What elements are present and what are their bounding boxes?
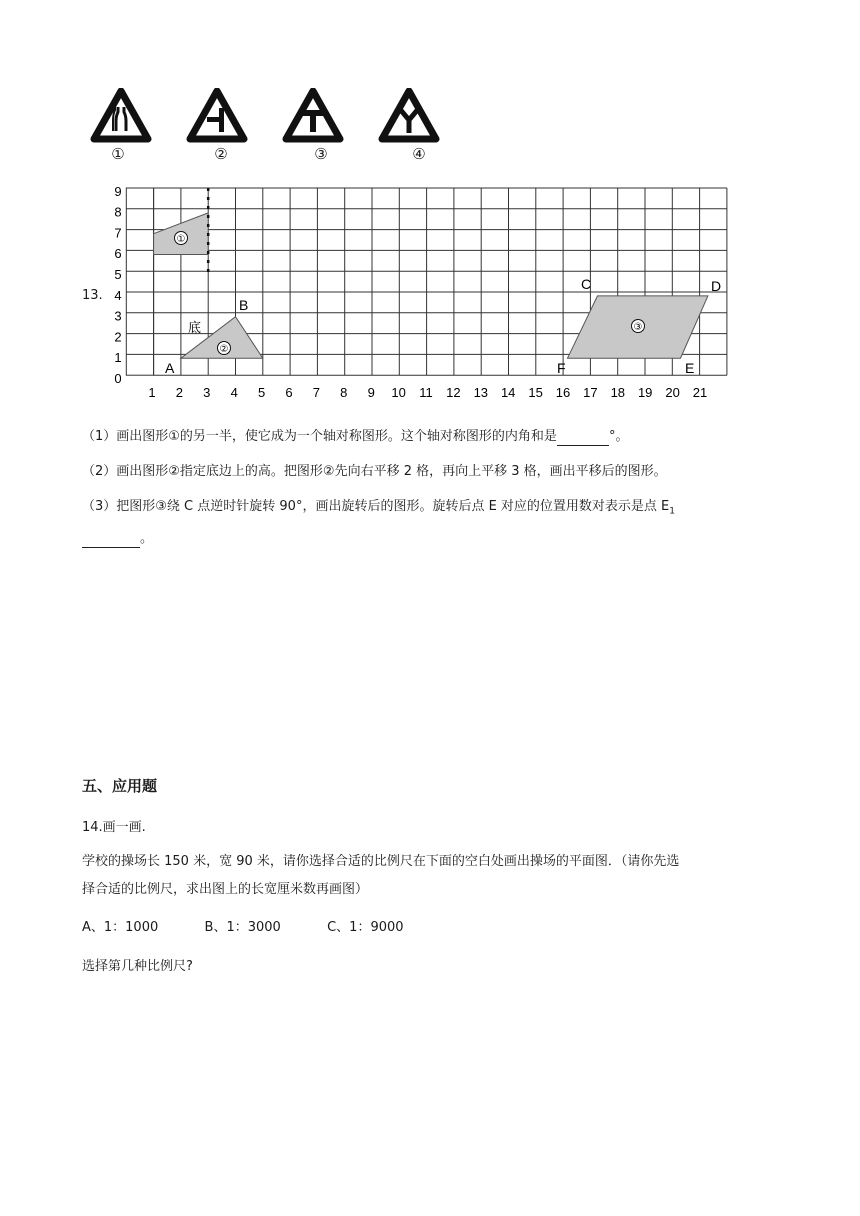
y-tick-label: 5: [114, 267, 122, 282]
x-tick-labels: [148, 385, 707, 400]
x-tick-label: 13: [473, 385, 489, 400]
point-label-a: A: [165, 360, 175, 376]
q13-part-2: （2）画出图形②指定底边上的高。把图形②先向右平移 2 格，再向上平移 3 格，画出平移后的图形。: [82, 464, 667, 479]
section-title: 五、应用题: [82, 777, 158, 795]
x-tick-label: 4: [230, 385, 238, 400]
x-tick-label: 9: [367, 385, 375, 400]
y-tick-label: 0: [114, 371, 122, 386]
x-tick-label: 17: [583, 385, 598, 400]
point-label-f: F: [557, 360, 566, 376]
y-tick-label: 8: [114, 204, 122, 220]
q14-options: [82, 918, 404, 938]
t-junction-sign-icon: [286, 91, 340, 139]
x-tick-label: 16: [555, 385, 571, 400]
shape-3-label: [632, 320, 645, 334]
sign-label-2: ②: [214, 145, 228, 163]
y-tick-label: 3: [114, 308, 122, 324]
x-tick-label: 18: [610, 385, 626, 400]
x-tick-label: 8: [340, 385, 348, 400]
base-label: 底: [188, 320, 202, 335]
q14-option-a: A、1：1000: [82, 920, 159, 935]
q13-part-3: [82, 498, 675, 521]
point-label-b: B: [239, 297, 249, 313]
y-junction-sign-icon: [382, 91, 436, 139]
side-road-left-sign-icon: [190, 91, 244, 139]
sign-label-4: ④: [412, 145, 426, 163]
q13-part-3-blank[interactable]: [82, 547, 140, 548]
x-tick-label: 12: [446, 385, 461, 400]
x-tick-label: 1: [148, 385, 156, 400]
y-tick-label: 4: [114, 287, 122, 303]
sign-label-1: ①: [111, 145, 125, 163]
grid-first-column: [126, 188, 153, 375]
x-tick-label: 5: [257, 385, 266, 400]
svg-text:③: ③: [633, 322, 643, 333]
x-tick-label: 7: [312, 385, 321, 400]
q13-part-1-suffix: °。: [608, 429, 629, 444]
y-tick-label: 6: [114, 246, 122, 262]
q13-part-1-text: （1）画出图形①的另一半，使它成为一个轴对称图形。这个轴对称图形的内角和是: [82, 429, 557, 444]
x-tick-label: 15: [528, 385, 543, 400]
svg-text:②: ②: [219, 344, 229, 355]
point-label-c: C: [581, 276, 592, 292]
q14-body-line-1: 学校的操场长 150 米，宽 90 米，请你选择合适的比例尺在下面的空白处画出操场的平面图．（请你先选: [82, 854, 680, 869]
q14-prompt: 选择第几种比例尺?: [82, 959, 193, 974]
y-tick-label: 9: [114, 183, 122, 199]
point-label-d: D: [711, 278, 722, 294]
q13-part-3-suffix: 。: [140, 531, 154, 546]
shape-1-label: [175, 232, 188, 246]
point-label-e: E: [685, 360, 695, 376]
y-tick-label: 1: [114, 350, 122, 366]
x-tick-label: 20: [665, 385, 680, 400]
q14-option-c: C、1：9000: [327, 920, 404, 935]
x-tick-label: 2: [175, 385, 184, 400]
x-tick-label: 21: [692, 385, 708, 400]
shape-2-label: [218, 342, 231, 356]
q13-part-1-blank[interactable]: [557, 445, 609, 446]
coordinate-grid: [100, 180, 760, 405]
y-tick-labels: [114, 184, 121, 386]
q13-part-3-text: （3）把图形③绕 C 点逆时针旋转 90°，画出旋转后的图形。旋转后点 E 对应的位置用数对表示是点 E: [82, 499, 670, 514]
x-tick-label: 19: [637, 385, 653, 400]
x-tick-label: 3: [203, 385, 211, 400]
road-narrow-sign-icon: [94, 91, 148, 139]
q14-option-b: B、1：3000: [204, 920, 281, 935]
q14-title: 14.画一画.: [82, 820, 146, 835]
x-tick-label: 10: [391, 385, 406, 400]
y-tick-label: 7: [114, 225, 122, 241]
sign-label-3: ③: [314, 145, 328, 163]
traffic-signs: [85, 88, 455, 146]
x-tick-label: 14: [500, 385, 516, 400]
y-tick-label: 2: [114, 329, 122, 345]
q13-part-3-answer-line: [82, 530, 153, 548]
x-tick-label: 11: [419, 385, 433, 400]
svg-text:①: ①: [176, 234, 186, 245]
question-13-number: 13.: [82, 288, 103, 303]
q13-part-1: [82, 428, 628, 446]
q13-part-3-subscript: 1: [669, 506, 676, 517]
x-tick-label: 6: [285, 385, 293, 400]
q14-body-line-2: 择合适的比例尺，求出图上的长宽厘米数再画图）: [82, 882, 369, 897]
